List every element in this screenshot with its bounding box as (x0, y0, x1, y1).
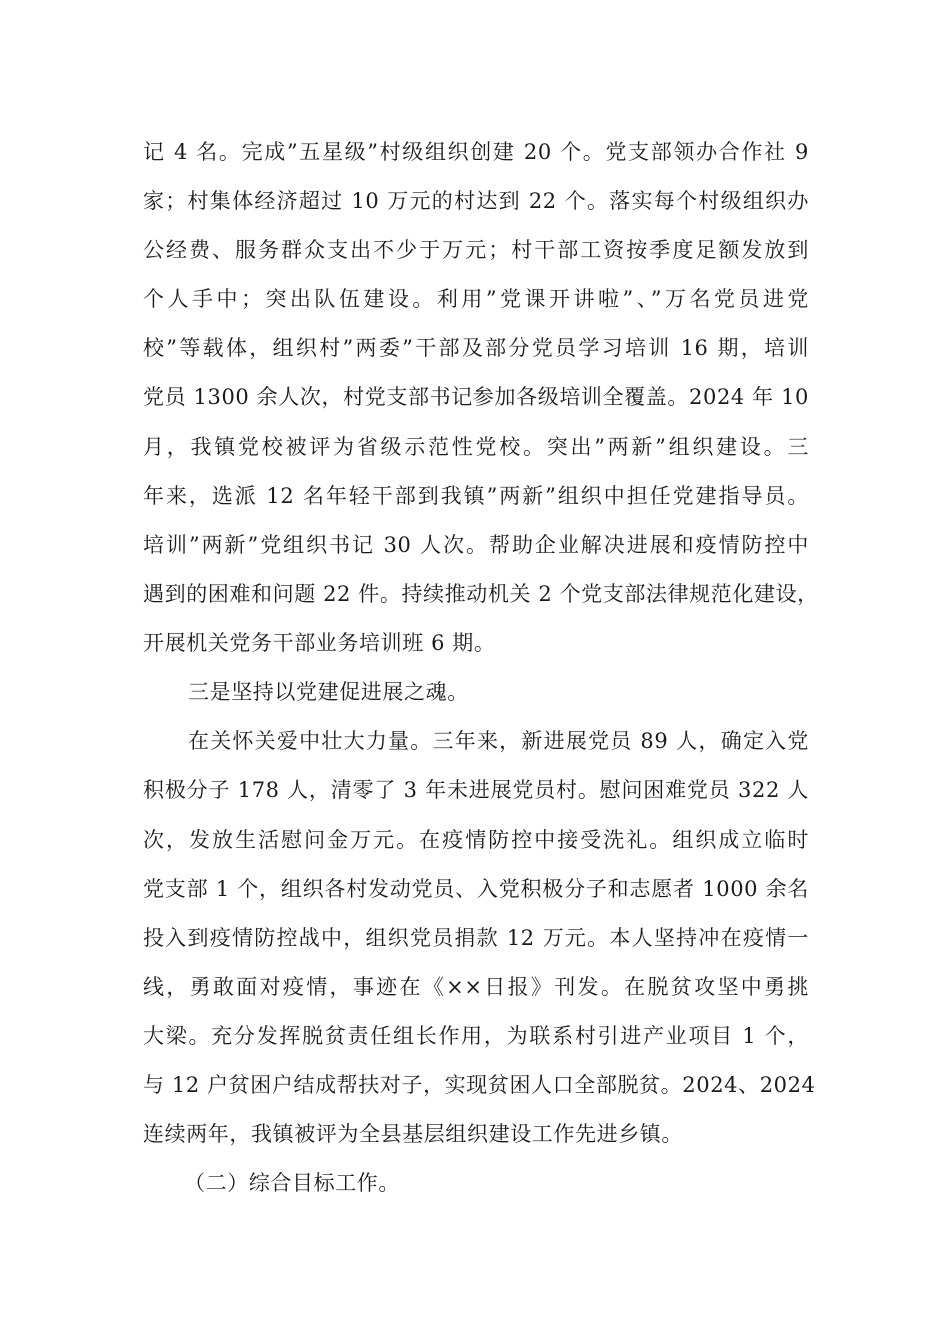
text-line: 党支部 1 个，组织各村发动党员、入党积极分子和志愿者 1000 余名 (143, 877, 809, 901)
text-line: 校”等载体，组织村”两委”干部及部分党员学习培训 16 期，培训 (143, 336, 809, 360)
text-line: 个人手中；突出队伍建设。利用”党课开讲啦”、”万名党员进党 (143, 287, 809, 311)
text-line: 年来，选派 12 名年轻干部到我镇”两新”组织中担任党建指导员。 (143, 484, 809, 508)
text-line: 线，勇敢面对疫情，事迹在《××日报》刊发。在脱贫攻坚中勇挑 (143, 975, 809, 999)
text-line: 与 12 户贫困户结成帮扶对子，实现贫困人口全部脱贫。2024、2024 (143, 1073, 816, 1097)
text-line: 月，我镇党校被评为省级示范性党校。突出”两新”组织建设。三 (143, 435, 809, 459)
text-line: 投入到疫情防控战中，组织党员捐款 12 万元。本人坚持冲在疫情一 (143, 926, 809, 950)
paragraph-first-line: 在关怀关爱中壮大力量。三年来，新进展党员 89 人，确定入党 (188, 729, 809, 753)
text-line: 积极分子 178 人，清零了 3 年未进展党员村。慰问困难党员 322 人 (143, 778, 809, 802)
text-line: 公经费、服务群众支出不少于万元；村干部工资按季度足额发放到 (143, 238, 809, 262)
text-line: 培训”两新”党组织书记 30 人次。帮助企业解决进展和疫情防控中 (143, 533, 809, 557)
text-line: 记 4 名。完成”五星级”村级组织创建 20 个。党支部领办合作社 9 (143, 140, 809, 164)
text-line: 大梁。充分发挥脱贫责任组长作用，为联系村引进产业项目 1 个， (143, 1024, 809, 1048)
text-line: 连续两年，我镇被评为全县基层组织建设工作先进乡镇。 (143, 1122, 683, 1146)
text-line: 遇到的困难和问题 22 件。持续推动机关 2 个党支部法律规范化建设， (143, 582, 819, 606)
subsection-heading: （二）综合目标工作。 (184, 1171, 400, 1195)
section-heading: 三是坚持以党建促进展之魂。 (188, 680, 469, 704)
text-line: 次，发放生活慰问金万元。在疫情防控中接受洗礼。组织成立临时 (143, 828, 809, 852)
text-line: 党员 1300 余人次，村党支部书记参加各级培训全覆盖。2024 年 10 (143, 385, 809, 409)
text-line: 家；村集体经济超过 10 万元的村达到 22 个。落实每个村级组织办 (143, 189, 809, 213)
text-line: 开展机关党务干部业务培训班 6 期。 (143, 631, 496, 655)
